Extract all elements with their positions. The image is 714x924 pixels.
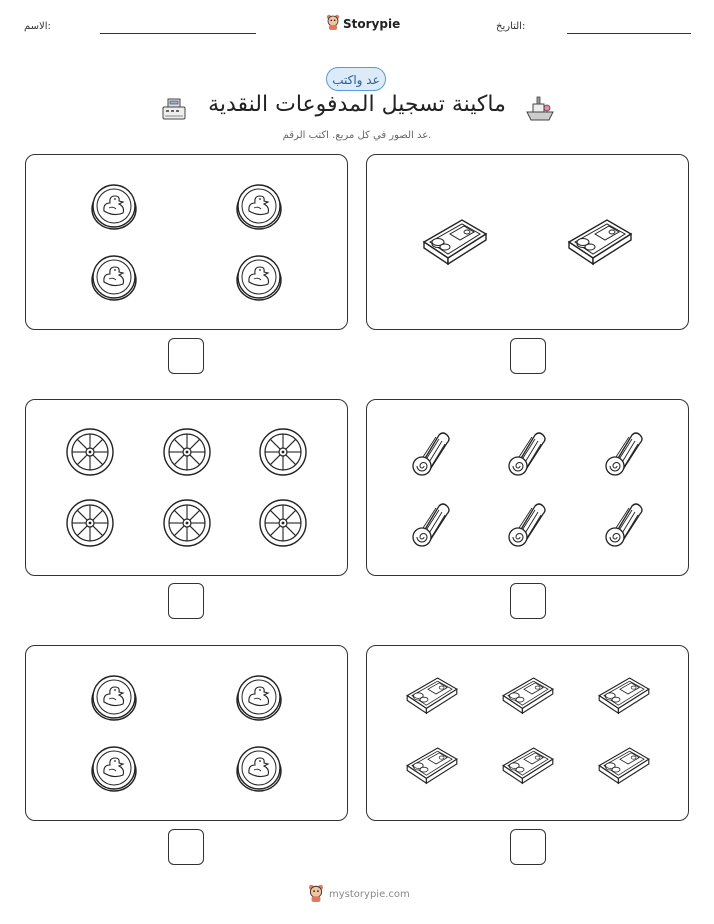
cash-tray-icon <box>500 673 556 715</box>
answer-box-3[interactable] <box>168 583 204 619</box>
name-line[interactable] <box>100 33 256 34</box>
activity-badge: عد واكتب <box>326 67 386 91</box>
answer-box-2[interactable] <box>510 338 546 374</box>
answer-box-1[interactable] <box>168 338 204 374</box>
duck-coin-icon <box>89 743 139 793</box>
duck-coin-icon <box>234 743 284 793</box>
duck-coin-icon <box>89 672 139 722</box>
cash-tray-icon <box>565 214 635 266</box>
cash-tray-icon <box>596 673 652 715</box>
duck-coin-icon <box>234 672 284 722</box>
counting-panel-3 <box>25 399 348 576</box>
receipt-roll-icon <box>503 427 553 477</box>
counting-panel-6 <box>366 645 689 821</box>
brand-name: Storypie <box>343 16 401 31</box>
receipt-roll-icon <box>503 498 553 548</box>
instructions: عد الصور في كل مربع. اكتب الرقم. <box>282 130 432 141</box>
cash-tray-icon <box>500 743 556 785</box>
counting-panel-1 <box>25 154 348 330</box>
cash-register-icon <box>160 95 188 127</box>
wheel-coin-icon <box>162 427 212 477</box>
page-title: ماكينة تسجيل المدفوعات النقدية <box>208 92 506 117</box>
footer <box>308 884 410 905</box>
wheel-coin-icon <box>65 427 115 477</box>
duck-coin-icon <box>234 181 284 231</box>
bear-logo-icon <box>326 14 340 33</box>
brand-logo <box>326 14 400 33</box>
wheel-coin-icon <box>258 498 308 548</box>
counting-panel-2 <box>366 154 689 330</box>
date-label: التاريخ: <box>496 21 526 32</box>
receipt-roll-icon <box>600 427 650 477</box>
bear-logo-icon <box>308 884 324 905</box>
cash-tray-icon <box>420 214 490 266</box>
receipt-roll-icon <box>600 498 650 548</box>
cash-tray-icon <box>596 743 652 785</box>
counting-panel-5 <box>25 645 348 821</box>
cash-tray-icon <box>404 743 460 785</box>
duck-coin-icon <box>89 252 139 302</box>
wheel-coin-icon <box>65 498 115 548</box>
wheel-coin-icon <box>162 498 212 548</box>
answer-box-6[interactable] <box>510 829 546 865</box>
answer-box-5[interactable] <box>168 829 204 865</box>
receipt-roll-icon <box>407 498 457 548</box>
duck-coin-icon <box>89 181 139 231</box>
cash-tray-icon <box>404 673 460 715</box>
date-line[interactable] <box>567 33 691 34</box>
receipt-roll-icon <box>407 427 457 477</box>
toy-boat-icon <box>524 93 556 127</box>
answer-box-4[interactable] <box>510 583 546 619</box>
wheel-coin-icon <box>258 427 308 477</box>
duck-coin-icon <box>234 252 284 302</box>
footer-url[interactable]: mystorypie.com <box>329 889 410 900</box>
counting-panel-4 <box>366 399 689 576</box>
name-label: الاسم: <box>24 21 51 32</box>
